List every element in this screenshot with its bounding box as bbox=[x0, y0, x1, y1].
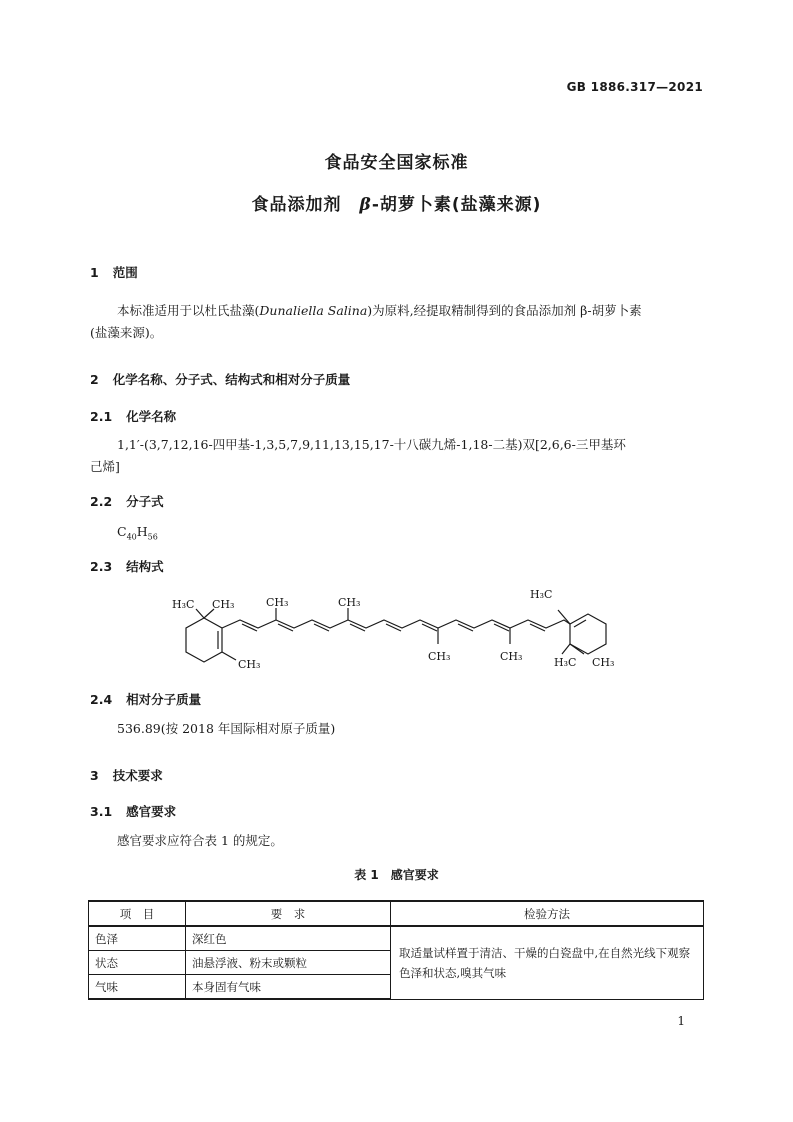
table-1-caption: 表 1 感官要求 bbox=[354, 868, 439, 882]
table-row bbox=[89, 926, 704, 951]
subtitle-suffix: -胡萝卜素(盐藻来源) bbox=[371, 195, 542, 215]
document-subtitle bbox=[0, 190, 793, 215]
section-2-3-heading: 2.3 结构式 bbox=[90, 559, 164, 574]
molecular-mass: 536.89(按 2018 年国际相对原子质量) bbox=[117, 721, 336, 736]
struct-label-chain-me1: CH₃ bbox=[266, 596, 289, 609]
section-2-2-heading: 2.2 分子式 bbox=[90, 494, 164, 509]
chemical-name-line2: 己烯] bbox=[90, 459, 120, 474]
molecular-formula: $C_{40}H_{56}$ bbox=[117, 524, 158, 542]
section-3-1-body: 感官要求应符合表 1 的规定。 bbox=[117, 833, 283, 848]
subtitle-beta: β bbox=[359, 195, 372, 215]
document-title: 食品安全国家标准 bbox=[324, 153, 469, 173]
section-1-body-line1: 本标准适用于以杜氏盐藻(Dunaliella Salina)为原料,经提取精制得到的食品添加剂 β-胡萝卜素 bbox=[117, 303, 642, 318]
cell-item: 状态 bbox=[89, 951, 186, 975]
sensory-requirements-table bbox=[88, 900, 704, 1000]
struct-label-left-gem-b: CH₃ bbox=[212, 598, 235, 611]
struct-label-chain-me3: CH₃ bbox=[428, 650, 451, 663]
species-name: Dunaliella Salina bbox=[259, 303, 368, 318]
subtitle-prefix: 食品添加剂 bbox=[251, 195, 360, 215]
table-header-row bbox=[89, 901, 704, 926]
col-header-method: 检验方法 bbox=[391, 901, 704, 926]
standard-code: GB 1886.317—2021 bbox=[566, 80, 703, 94]
struct-label-chain-me4: CH₃ bbox=[500, 650, 523, 663]
page-number: 1 bbox=[677, 1014, 685, 1028]
chemical-name-line1: 1,1′-(3,7,12,16-四甲基-1,3,5,7,9,11,13,15,17-十八碳九烯-1,18-二基)双[2,6,6-三甲基环 bbox=[117, 437, 626, 452]
struct-label-right-ring-me: H₃C bbox=[530, 588, 553, 601]
section-2-1-heading: 2.1 化学名称 bbox=[90, 409, 177, 424]
cell-requirement: 本身固有气味 bbox=[186, 975, 391, 1000]
struct-label-left-ring-me: CH₃ bbox=[238, 658, 261, 671]
structural-formula bbox=[160, 582, 630, 672]
cell-method: 取适量试样置于清洁、干燥的白瓷盘中,在自然光线下观察色泽和状态,嗅其气味 bbox=[391, 926, 704, 999]
col-header-requirement: 要 求 bbox=[186, 901, 391, 926]
left-ring bbox=[186, 618, 222, 662]
struct-label-left-gem-a: H₃C bbox=[172, 598, 195, 611]
section-1-heading: 1 范围 bbox=[90, 265, 138, 280]
col-header-item: 项 目 bbox=[89, 901, 186, 926]
polyene-chain bbox=[222, 620, 570, 628]
section-3-1-heading: 3.1 感官要求 bbox=[90, 804, 177, 819]
cell-requirement: 深红色 bbox=[186, 926, 391, 951]
cell-item: 气味 bbox=[89, 975, 186, 1000]
cell-item: 色泽 bbox=[89, 926, 186, 951]
section-2-heading: 2 化学名称、分子式、结构式和相对分子质量 bbox=[90, 372, 351, 387]
cell-requirement: 油悬浮液、粉末或颗粒 bbox=[186, 951, 391, 975]
struct-label-right-gem-a: H₃C bbox=[554, 656, 577, 669]
struct-label-chain-me2: CH₃ bbox=[338, 596, 361, 609]
struct-label-right-gem-b: CH₃ bbox=[592, 656, 615, 669]
section-2-4-heading: 2.4 相对分子质量 bbox=[90, 692, 202, 707]
section-3-heading: 3 技术要求 bbox=[90, 768, 163, 783]
section-1-body-line2: (盐藻来源)。 bbox=[90, 325, 163, 340]
